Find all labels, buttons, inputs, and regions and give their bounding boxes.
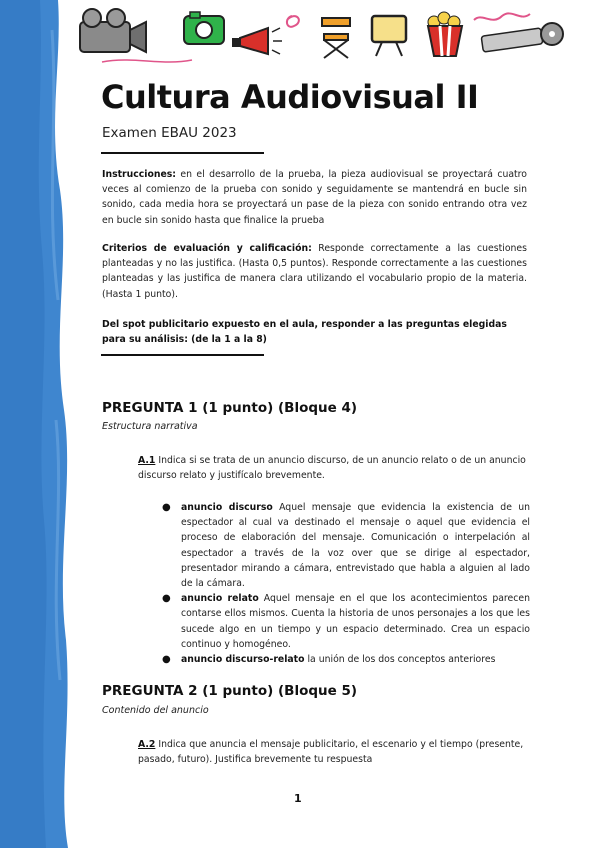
film-camera-icon bbox=[80, 9, 146, 52]
megaphone-icon bbox=[232, 28, 282, 54]
page-number: 1 bbox=[294, 792, 302, 805]
question-2-item-text: Indica que anuncia el mensaje publicitario, el escenario y el tiempo (presente, pasado, futuro). Justifica brevemente tu respuesta bbox=[138, 739, 524, 766]
bullet-term: anuncio discurso bbox=[181, 502, 273, 513]
bullet-icon: ● bbox=[162, 593, 171, 605]
criteria-text: Responde correctamente a las cuestiones planteadas y no las justifica. (Hasta 0,5 puntos). Responde correctamente a las cuestiones planteadas y las justifica de manera clara utilizando el vocabulario propio de la materia. (Hasta 1 punto). bbox=[102, 243, 527, 300]
divider-1 bbox=[101, 152, 264, 154]
blue-paint-band bbox=[0, 0, 90, 848]
criteria-label: Criterios de evaluación y calificación: bbox=[102, 243, 312, 254]
bullet-text: Aquel mensaje que evidencia la existencia de un espectador al cual va destinado el mensaje o aquel que evidencia el proceso de elaboración del mensaje. Comunicación o interpelación al espectador a través de la voz over que se dirige al espectador, presentador mirando a cámara, entrevistado que habla a alguien al lado de la cámara. bbox=[181, 502, 530, 590]
photo-camera-icon bbox=[184, 12, 224, 44]
film-strip-icon bbox=[481, 23, 563, 52]
pink-squiggle-icon bbox=[474, 13, 530, 20]
question-2-item-code: A.2 bbox=[138, 739, 156, 750]
bullet-text: Aquel mensaje en el que los acontecimientos parecen contarse ellos mismos. Cuenta la historia de unos personajes a los que les sucede algo en un tiempo y un espacio determinado. Crea un espacio continuo y homogéneo. bbox=[181, 593, 530, 650]
instructions-paragraph bbox=[102, 167, 527, 228]
question-2-subtitle: Contenido del anuncio bbox=[102, 705, 209, 716]
page-title: Cultura Audiovisual II bbox=[101, 78, 479, 116]
question-2-heading: PREGUNTA 2 (1 punto) (Bloque 5) bbox=[102, 683, 358, 699]
question-1-item-text: Indica si se trata de un anuncio discurso, de un anuncio relato o de un anuncio discurso relato y justifícalo brevemente. bbox=[138, 455, 526, 482]
bullet-text: la unión de los dos conceptos anteriores bbox=[304, 654, 496, 666]
list-item bbox=[162, 500, 530, 591]
question-1-subtitle: Estructura narrativa bbox=[102, 421, 198, 432]
bottom-squiggle-icon bbox=[102, 60, 192, 62]
popcorn-icon bbox=[428, 12, 462, 56]
bullet-term: anuncio relato bbox=[181, 593, 259, 605]
bullet-term: anuncio discurso-relato bbox=[181, 654, 305, 666]
question-1-heading: PREGUNTA 1 (1 punto) (Bloque 4) bbox=[102, 400, 358, 416]
list-item bbox=[162, 591, 530, 652]
divider-2 bbox=[101, 354, 264, 356]
cinema-doodles-banner bbox=[72, 4, 592, 66]
bullet-icon: ● bbox=[162, 502, 171, 513]
tv-screen-icon bbox=[372, 16, 406, 56]
question-1-item bbox=[138, 453, 528, 483]
spot-instruction-text: Del spot publicitario expuesto en el aula, responder a las preguntas elegidas para su análisis: (de la 1 a la 8) bbox=[102, 319, 507, 346]
exam-subtitle: Examen EBAU 2023 bbox=[102, 125, 237, 141]
spot-instruction bbox=[102, 317, 527, 347]
question-2-item bbox=[138, 737, 528, 767]
directors-chair-icon bbox=[322, 18, 350, 58]
question-1-bullet-list bbox=[162, 500, 530, 667]
list-item bbox=[162, 652, 530, 667]
bullet-icon: ● bbox=[162, 654, 171, 666]
swirl-icon bbox=[287, 16, 299, 27]
criteria-paragraph bbox=[102, 241, 527, 302]
instructions-label: Instrucciones: bbox=[102, 169, 177, 180]
instructions-text: en el desarrollo de la prueba, la pieza audiovisual se proyectará cuatro veces al comienzo de la prueba con sonido y seguidamente se mantendrá en bucle sin sonido, cada media hora se proyectará un pase de la pieza con sonido entrando otra vez en bucle sin sonido hasta que finalice la prueba bbox=[102, 169, 527, 226]
question-1-item-code: A.1 bbox=[138, 455, 156, 466]
